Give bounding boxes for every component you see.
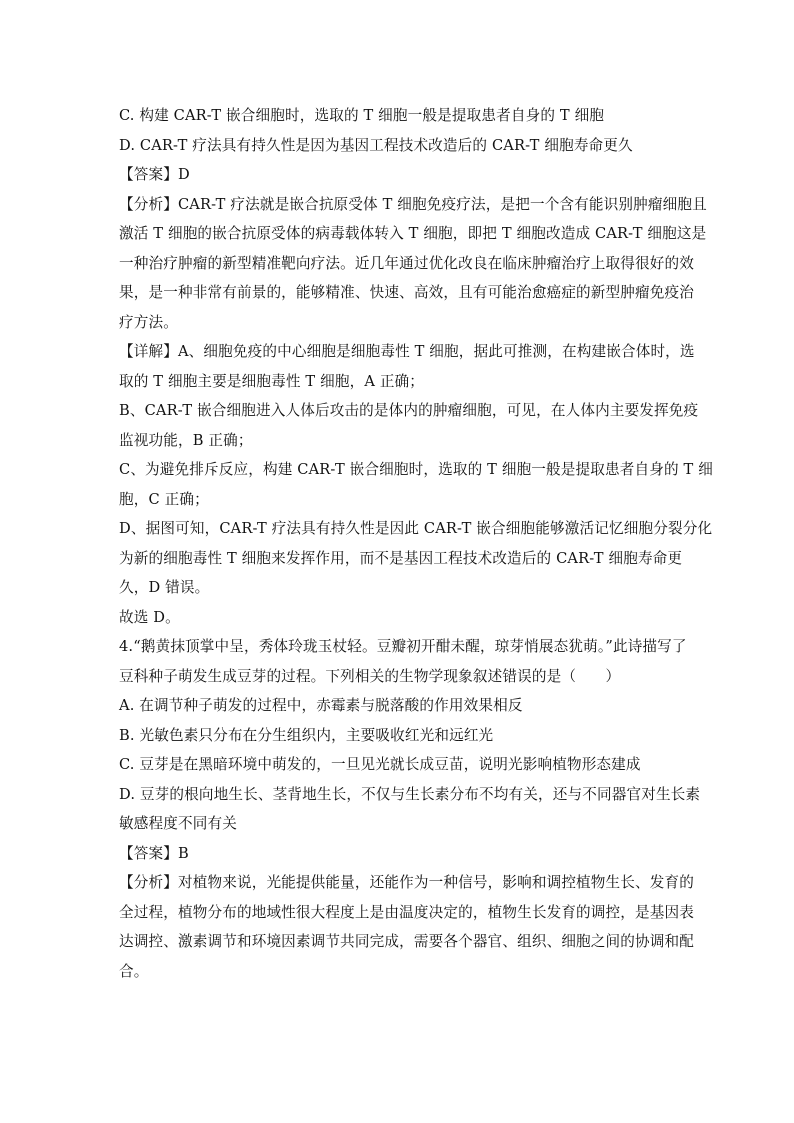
analysis-line: 一种治疗肿瘤的新型精准靶向疗法。近几年通过优化改良在临床肿瘤治疗上取得很好的效 (119, 254, 695, 272)
analysis-line: 全过程，植物分布的地域性很大程度上是由温度决定的，植物生长发育的调控，是基因表 (119, 903, 695, 921)
answer-line: 【答案】D (119, 166, 190, 183)
option-d-line: D. CAR-T 疗法具有持久性是因为基因工程技术改造后的 CAR-T 细胞寿命更久 (119, 136, 633, 154)
explanation-line: 取的 T 细胞主要是细胞毒性 T 细胞，A 正确； (119, 372, 425, 390)
option-b-line: B. 光敏色素只分布在分生组织内，主要吸收红光和远红光 (119, 726, 494, 744)
explanation-line: B、CAR-T 嵌合细胞进入人体后攻击的是体内的肿瘤细胞，可见，在人体内主要发挥免疫 (119, 402, 699, 419)
option-a-line: A. 在调节种子萌发的过程中，赤霉素与脱落酸的作用效果相反 (119, 697, 523, 714)
option-c-line: C. 构建 CAR-T 嵌合细胞时，选取的 T 细胞一般是提取患者自身的 T 细胞 (119, 107, 605, 124)
analysis-line: 激活 T 细胞的嵌合抗原受体的病毒载体转入 T 细胞，即把 T 细胞改造成 CAR-T 细胞这是 (119, 225, 707, 242)
answer-line: 【答案】B (119, 844, 189, 862)
conclusion-line: 故选 D。 (119, 608, 180, 626)
explanation-line: C、为避免排斥反应，构建 CAR-T 嵌合细胞时，选取的 T 细胞一般是提取患者自身的 T 细 (119, 461, 713, 478)
analysis-line: 果，是一种非常有前景的，能够精准、快速、高效，且有可能治愈癌症的新型肿瘤免疫治 (119, 284, 695, 301)
analysis-line: 达调控、激素调节和环境因素调节共同完成，需要各个器官、组织、细胞之间的协调和配 (119, 933, 695, 950)
explanation-line: 监视功能，B 正确； (119, 431, 253, 449)
question-stem-line: 4.“鹅黄抹顶掌中呈，秀体玲珑玉杖轻。豆瓣初开酣未醒，琼芽悄展态犹萌。”此诗描写了 (119, 638, 687, 655)
explanation-line: D、据图可知，CAR-T 疗法具有持久性是因此 CAR-T 嵌合细胞能够激活记忆细胞分裂分化 (119, 520, 713, 537)
analysis-line: 合。 (119, 962, 149, 980)
analysis-line: 疗方法。 (119, 313, 178, 331)
document-body (119, 101, 713, 986)
option-d-line: D. 豆芽的根向地生长、茎背地生长，不仅与生长素分布不均有关，还与不同器官对生长素 (119, 785, 701, 803)
option-c-line: C. 豆芽是在黑暗环境中萌发的，一旦见光就长成豆苗，说明光影响植物形态建成 (119, 756, 641, 773)
explanation-line: 久，D 错误。 (119, 579, 210, 596)
explanation-line: 【详解】A、细胞免疫的中心细胞是细胞毒性 T 细胞，据此可推测，在构建嵌合体时，选 (119, 343, 695, 360)
option-d-line: 敏感程度不同有关 (119, 815, 237, 832)
analysis-line: 【分析】对植物来说，光能提供能量，还能作为一种信号，影响和调控植物生长、发育的 (119, 874, 695, 891)
question-stem-line: 豆科种子萌发生成豆芽的过程。下列相关的生物学现象叙述错误的是（ ） (119, 667, 621, 685)
analysis-line: 【分析】CAR-T 疗法就是嵌合抗原受体 T 细胞免疫疗法，是把一个含有能识别肿瘤细胞且 (119, 195, 707, 213)
explanation-line: 胞，C 正确； (119, 490, 209, 508)
explanation-line: 为新的细胞毒性 T 细胞来发挥作用，而不是基因工程技术改造后的 CAR-T 细胞寿命更 (119, 549, 683, 567)
